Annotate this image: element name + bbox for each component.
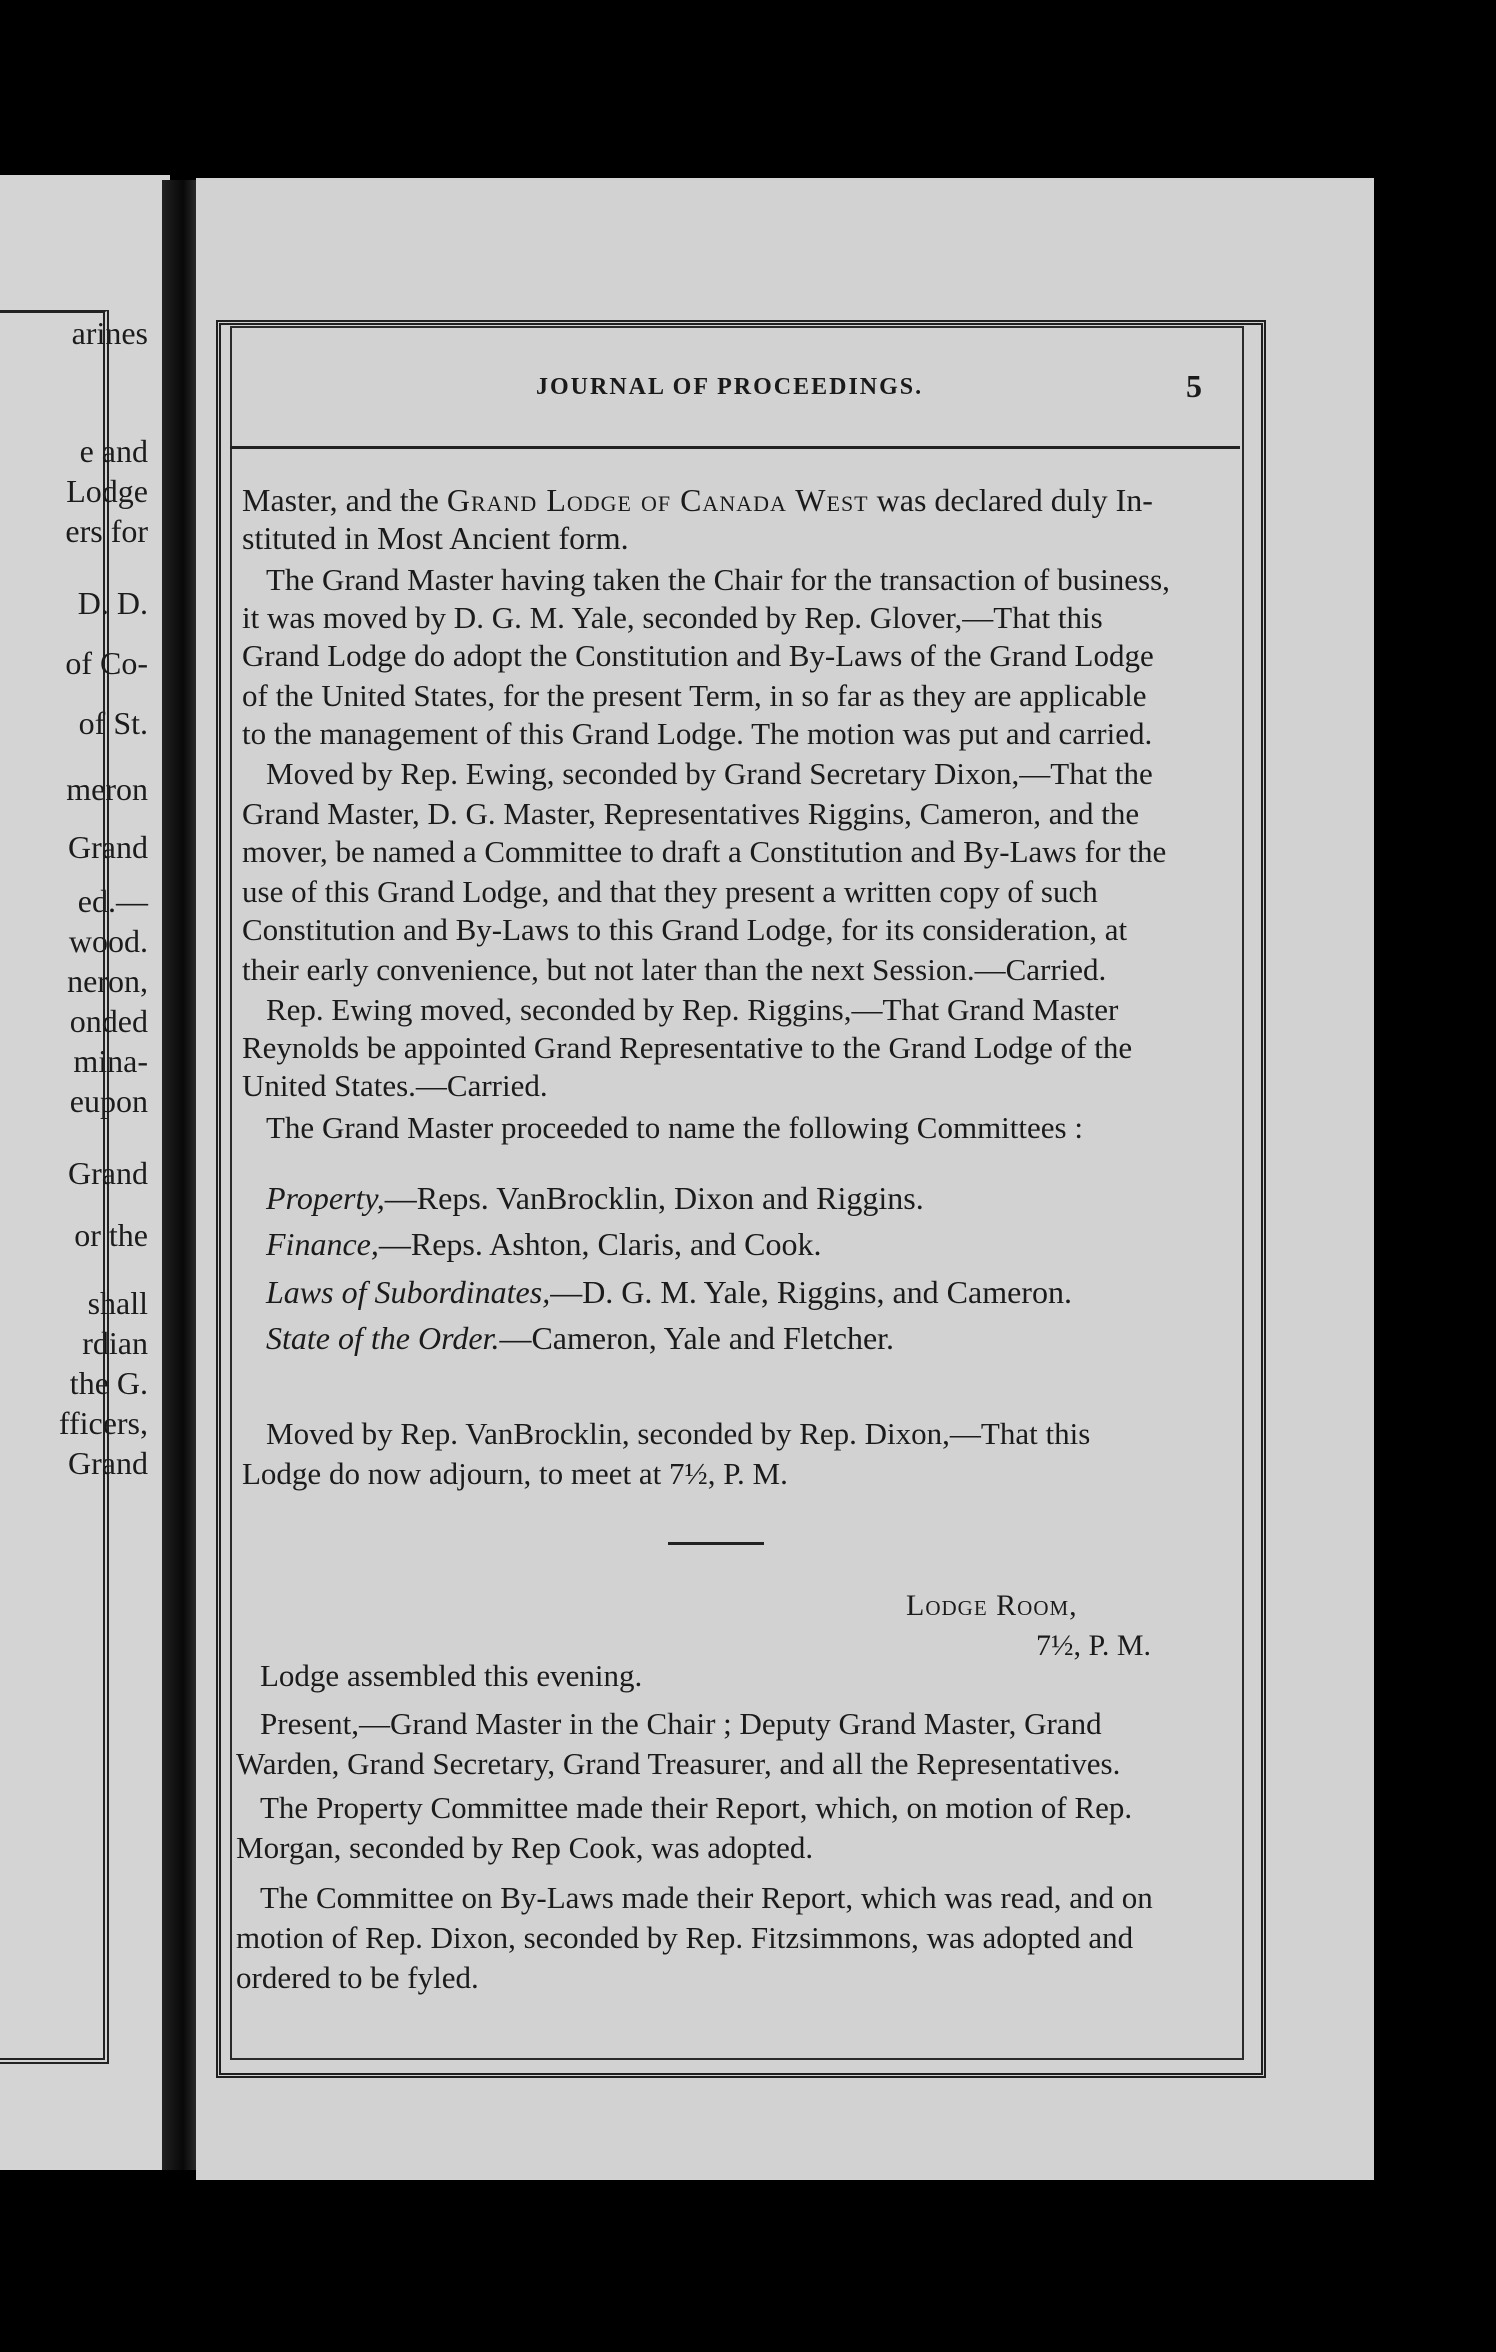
header-rule <box>230 446 1240 449</box>
body-line: of the United States, for the present Term, in so far as they are applicable <box>242 678 1147 713</box>
evening-line: Warden, Grand Secretary, Grand Treasurer, and all the Representatives. <box>236 1746 1121 1781</box>
left-page-fragment: shall <box>87 1285 148 1321</box>
body-line: use of this Grand Lodge, and that they present a written copy of such <box>242 874 1098 909</box>
book-gutter <box>162 180 200 2170</box>
left-page-fragment: wood. <box>68 923 148 959</box>
evening-line: The Property Committee made their Report, which, on motion of Rep. <box>260 1790 1133 1825</box>
left-page-fragment: Grand <box>68 1445 148 1481</box>
body-line: Rep. Ewing moved, seconded by Rep. Riggins,—That Grand Master <box>266 992 1119 1027</box>
committee-entry <box>266 1224 822 1264</box>
body-line: Constitution and By-Laws to this Grand Lodge, for its consideration, at <box>242 912 1128 947</box>
left-page-fragment: Lodge <box>66 473 148 509</box>
body-line: Moved by Rep. Ewing, seconded by Grand Secretary Dixon,—That the <box>266 756 1153 791</box>
left-page-fragment: D. D. <box>77 585 148 621</box>
left-page <box>0 175 170 2170</box>
left-page-fragment: ed.— <box>77 883 148 919</box>
committee-name: Finance, <box>266 1226 379 1262</box>
body-line: stituted in Most Ancient form. <box>242 520 629 556</box>
committee-entry <box>266 1318 894 1358</box>
evening-line: Morgan, seconded by Rep Cook, was adopted. <box>236 1830 814 1865</box>
right-page <box>196 178 1374 2180</box>
body-line: Grand Lodge do adopt the Constitution and By-Laws of the Grand Lodge <box>242 638 1154 673</box>
body-line: United States.—Carried. <box>242 1068 548 1103</box>
committee-members: —Reps. VanBrocklin, Dixon and Riggins. <box>384 1180 924 1216</box>
body-line: their early convenience, but not later than the next Session.—Carried. <box>242 952 1107 987</box>
body-line: The Grand Master proceeded to name the following Committees : <box>266 1110 1083 1145</box>
body-line: The Grand Master having taken the Chair for the transaction of business, <box>266 562 1170 597</box>
body-line: Master, and the Grand Lodge of Canada West was declared duly In- <box>242 482 1153 518</box>
committee-name: Property, <box>266 1180 385 1216</box>
left-page-fragment: neron, <box>67 963 148 999</box>
left-page-fragment: fficers, <box>58 1405 148 1441</box>
committee-name: State of the Order. <box>266 1320 500 1356</box>
location-heading: Lodge Room, <box>906 1589 1078 1622</box>
body-line: Grand Master, D. G. Master, Representatives Riggins, Cameron, and the <box>242 796 1140 831</box>
committee-members: —Reps. Ashton, Claris, and Cook. <box>378 1226 822 1262</box>
left-page-fragment: the G. <box>69 1365 148 1401</box>
left-page-fragment: mina- <box>73 1043 148 1079</box>
left-page-fragment: eupon <box>69 1083 148 1119</box>
body-line: mover, be named a Committee to draft a Constitution and By-Laws for the <box>242 834 1167 869</box>
committee-name: Laws of Subordinates, <box>266 1274 551 1310</box>
left-page-fragment: ers for <box>65 513 148 549</box>
committee-members: —Cameron, Yale and Fletcher. <box>499 1320 895 1356</box>
evening-line: motion of Rep. Dixon, seconded by Rep. Fitzsimmons, was adopted and <box>236 1920 1134 1955</box>
left-page-fragment: e and <box>79 433 148 469</box>
left-page-fragment: of Co- <box>65 645 148 681</box>
left-page-fragment: arines <box>71 315 148 351</box>
committee-entry <box>266 1178 924 1218</box>
page-number: 5 <box>1186 368 1202 404</box>
left-page-fragment: meron <box>66 771 148 807</box>
left-page-fragment: Grand <box>68 829 148 865</box>
evening-line: Lodge assembled this evening. <box>260 1658 643 1693</box>
body-line: it was moved by D. G. M. Yale, seconded by Rep. Glover,—That this <box>242 600 1103 635</box>
left-page-fragment: of St. <box>78 705 148 741</box>
evening-line: The Committee on By-Laws made their Report, which was read, and on <box>260 1880 1153 1915</box>
adjourn-line: Moved by Rep. VanBrocklin, seconded by Rep. Dixon,—That this <box>266 1416 1091 1451</box>
left-page-fragment: rdian <box>82 1325 148 1361</box>
left-page-fragment: Grand <box>68 1155 148 1191</box>
committee-entry <box>266 1272 1072 1312</box>
time-heading: 7½, P. M. <box>1036 1629 1152 1662</box>
body-line: to the management of this Grand Lodge. The motion was put and carried. <box>242 716 1153 751</box>
running-title: JOURNAL OF PROCEEDINGS. <box>536 374 924 400</box>
section-separator <box>668 1542 764 1545</box>
adjourn-line: Lodge do now adjourn, to meet at 7½, P. M. <box>242 1456 788 1491</box>
body-line: Reynolds be appointed Grand Representative to the Grand Lodge of the <box>242 1030 1133 1065</box>
committee-members: —D. G. M. Yale, Riggins, and Cameron. <box>550 1274 1072 1310</box>
left-page-fragment: or the <box>74 1217 148 1253</box>
evening-line: Present,—Grand Master in the Chair ; Deputy Grand Master, Grand <box>260 1706 1102 1741</box>
left-page-fragment: onded <box>69 1003 148 1039</box>
evening-line: ordered to be fyled. <box>236 1960 479 1995</box>
